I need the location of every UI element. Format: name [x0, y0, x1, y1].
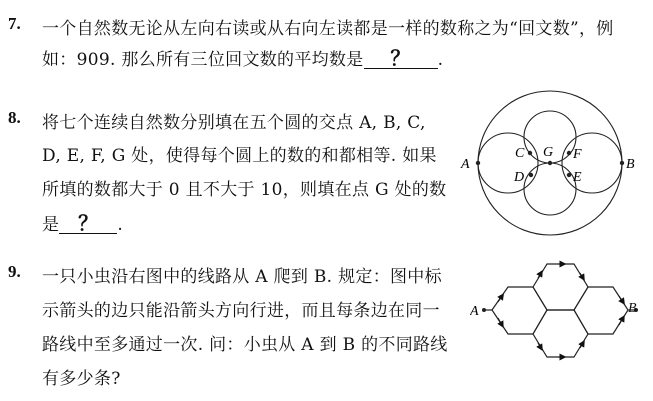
bottom-circle [524, 163, 576, 215]
point-D [529, 173, 533, 177]
problem-8-line-3: 所填的数都大于 0 且不大于 10，则填在点 G 处的数 [42, 180, 447, 200]
hexagon-network-figure [470, 255, 645, 373]
five-circles-figure [455, 86, 645, 246]
top-hexagon [533, 264, 588, 310]
problem-8-line-4-end: . [117, 215, 124, 235]
left-circle [478, 133, 538, 193]
arrow [619, 318, 623, 325]
problem-8-line-4-text: 是 [42, 215, 60, 235]
point-A [476, 161, 480, 165]
problem-8-line-4 [42, 210, 123, 235]
problem-7-line-2 [42, 45, 443, 70]
point-A [482, 308, 486, 312]
point-B [620, 161, 624, 165]
right-circle [562, 133, 622, 193]
point-C [528, 151, 532, 155]
problem-7-line-1: 一个自然数无论从左向右读或从右向左读都是一样的数称之为“回文数”，例 [42, 19, 614, 39]
label-F: F [573, 147, 582, 162]
problem-7-line-2-end: . [437, 50, 444, 70]
problem-8-line-2: D, E, F, G 处，使得每个圆上的数的和都相等. 如果 [42, 146, 437, 166]
left-hexagon [492, 287, 547, 334]
right-hexagon [574, 287, 628, 334]
problem-9-line-1: 一只小虫沿右图中的线路从 A 爬到 B. 规定：图中标 [42, 267, 442, 287]
problem-9-line-4: 有多少条? [42, 369, 121, 389]
answer-blank: ？ [364, 48, 438, 69]
problem-number: 7. [8, 14, 21, 33]
problem-8-line-1: 将七个连续自然数分别填在五个圆的交点 A, B, C, [42, 113, 426, 133]
problem-number: 9. [8, 262, 21, 281]
arrow [619, 296, 623, 302]
answer-blank: ？ [59, 213, 117, 234]
label-E: E [573, 170, 582, 185]
label-A: A [470, 304, 479, 319]
label-C: C [515, 146, 525, 161]
point-G [548, 161, 552, 165]
arrow [498, 318, 502, 325]
label-A: A [461, 157, 470, 172]
point-F [567, 151, 571, 155]
label-G: G [543, 145, 554, 160]
bottom-hexagon [533, 310, 588, 357]
arrow [498, 296, 502, 302]
label-B: B [626, 157, 635, 172]
problem-number: 8. [8, 108, 21, 127]
problem-7-line-2-text: 如：909. 那么所有三位回文数的平均数是 [42, 50, 364, 70]
label-B-outside: B [628, 301, 637, 316]
point-E [567, 173, 571, 177]
label-D: D [514, 170, 525, 185]
problem-9-line-2: 示箭头的边只能沿箭头方向行进，而且每条边在同一 [42, 301, 440, 321]
problem-9-line-3: 路线中至多通过一次. 问：小虫从 A 到 B 的不同路线 [42, 335, 448, 355]
